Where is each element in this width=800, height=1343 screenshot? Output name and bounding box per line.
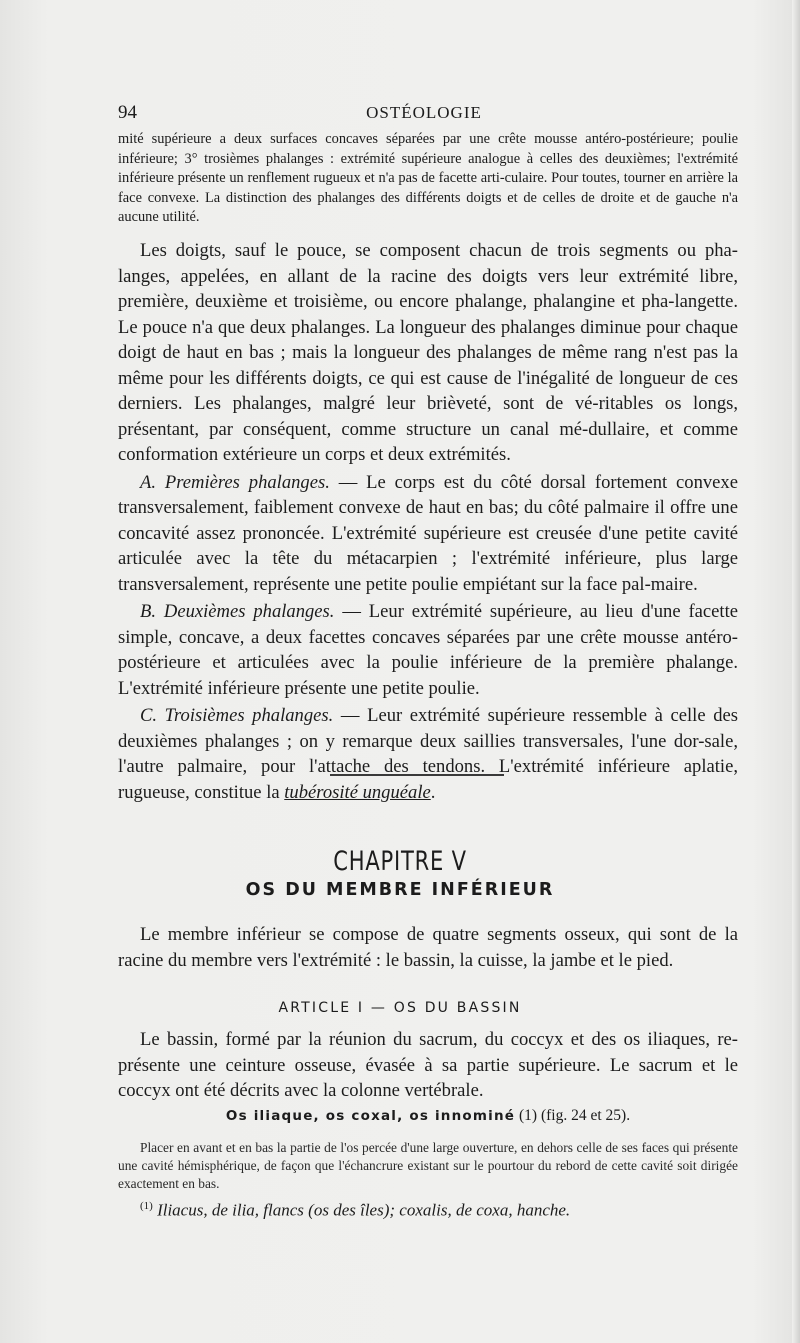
intro-text-block [118, 130, 738, 228]
running-title: OSTÉOLOGIE [366, 103, 482, 122]
paragraph-deuxiemes-phalanges [118, 599, 738, 701]
os-iliaque-heading [118, 1107, 738, 1125]
orientation-note [118, 1139, 738, 1193]
page-header [118, 102, 730, 126]
page-edge [792, 0, 800, 1343]
text-end: . [430, 781, 436, 803]
subhead-rest: (1) (fig. 24 et 25). [515, 1107, 631, 1124]
footnote-mark: (1) [140, 1200, 153, 1212]
note-text: Placer en avant et en bas la partie de l'os percée d'une large ouverture, en dehors celle de ses faces qui présente une cavité hémisphérique, de façon que l'échancrure existant sur le pourtour du rebord de cette cavité soit dirigée exactement en bas. [118, 1140, 738, 1191]
text-deuxiemes: — Leur extrémité supérieure, au lieu d'une facette simple, concave, a deux facettes concaves séparées par une crête mousse antéro-postérieure et articulées avec la poulie inférieure de la première phalange. L'extrémité inférieure présente une petite poulie. [118, 601, 738, 699]
lead-premieres: A. Premières phalanges. [140, 471, 330, 493]
footnote [140, 1200, 740, 1221]
text-premieres: — Le corps est du côté dorsal fortement convexe transversalement, faiblement convexe de haut en bas; du côté palmaire il offre une concavité assez prononcée. L'extrémité supérieure est creusée d'une petite cavité articulée avec la tête du métacarpien ; l'extrémité inférieure, plus large transversalement, représente une petite poulie empiétant sur la face pal-maire. [118, 471, 738, 595]
subhead-bold: Os iliaque, os coxal, os innominé [225, 1108, 516, 1124]
paragraph-troisiemes-phalanges [118, 703, 738, 805]
chapter-subtitle: OS DU MEMBRE INFÉRIEUR [245, 880, 555, 900]
lead-troisiemes: C. Troisièmes phalanges. [140, 705, 334, 726]
lead-deuxiemes: B. Deuxièmes phalanges. [140, 601, 335, 622]
chapter-title: CHAPITRE V [333, 846, 467, 877]
paragraph-premieres-phalanges [118, 470, 738, 598]
phalanges-section [118, 238, 738, 805]
paragraph-doigts: Les doigts, sauf le pouce, se composent chacun de trois segments ou pha-langes, appelées, en allant de la racine des doigts vers leur extrémité libre, première, deuxième et troisième, ou encore phalange, phalangine et pha-langette. Le pouce n'a que deux phalanges. La longueur des phalanges diminue pour chaque doigt de haut en bas ; mais la longueur des phalanges de même rang n'est pas la même pour les différents doigts, ce qui est cause de l'inégalité de longueur de ces derniers. Les phalanges, malgré leur brièveté, sont de vé-ritables os longs, présentant, par conséquent, comme structure un canal mé-dullaire, et comme conformation extérieure un corps et deux extrémités. [118, 240, 738, 465]
article-title: ARTICLE I — OS DU BASSIN [278, 1000, 522, 1016]
article-text-block [118, 1027, 738, 1104]
page-number: 94 [118, 102, 137, 123]
term-tuberosite: tubérosité unguéale [284, 781, 431, 803]
article-text: Le bassin, formé par la réunion du sacrum, du coccyx et des os iliaques, re-présente une ceinture osseuse, évasée à sa partie supérieure. Le sacrum et le coccyx ont été décrits avec la colonne vertébrale. [118, 1029, 738, 1101]
chapter-intro: Le membre inférieur se compose de quatre segments osseux, qui sont de la racine du membre vers l'extrémité : le bassin, la cuisse, la jambe et le pied. [118, 924, 738, 971]
footnote-text: Iliacus, de ilia, flancs (os des îles); coxalis, de coxa, hanche. [152, 1200, 571, 1220]
chapter-intro-block [118, 922, 738, 973]
text-troisiemes: — Leur extrémité supérieure ressemble à celle des deuxièmes phalanges ; on y remarque deux saillies transversales, l'une dor-sale, l'autre palmaire, pour l'attache des tendons. L'extrémité inférieure aplatie, rugueuse, constitue la [118, 705, 739, 803]
intro-paragraph: mité supérieure a deux surfaces concaves séparées par une crête mousse antéro-postérieure; poulie inférieure; 3° trosièmes phalanges : extrémité supérieure analogue à celles des deuxièmes; l'extrémité inférieure présente un renflement rugueux et n'a pas de facette arti-culaire. Pour toutes, tourner en arrière la face convexe. La distinction des phalanges des différents doigts et de celles de droite et de gauche n'a aucune utilité. [118, 131, 738, 225]
section-divider [330, 774, 504, 776]
